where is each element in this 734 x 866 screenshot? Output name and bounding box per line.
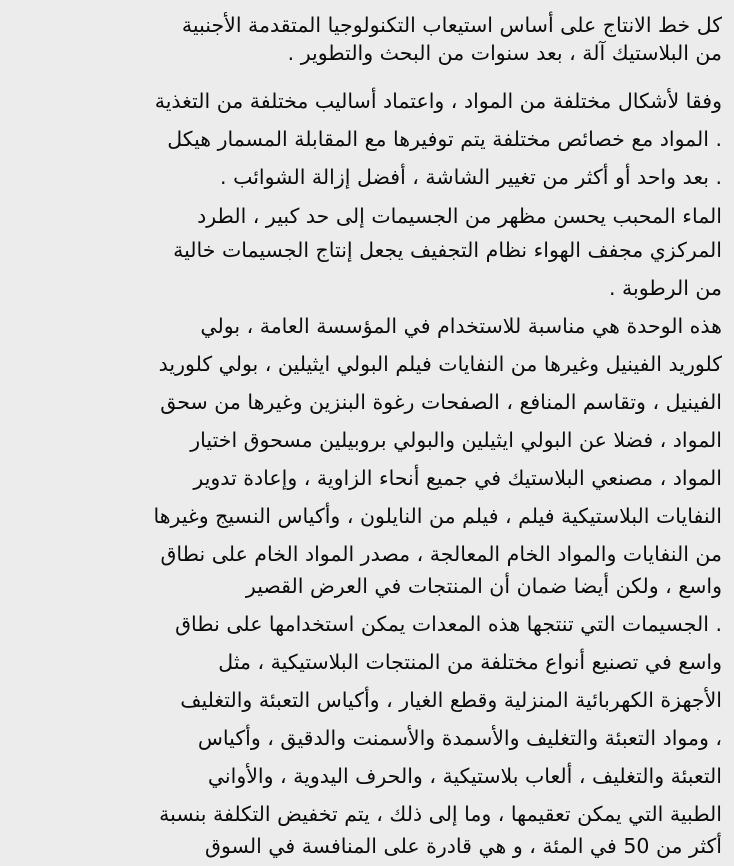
text-line: ، ومواد التعبئة والتغليف والأسمدة والأسمنت والدقيق ، وأكياس	[197, 726, 722, 750]
text-line: الفينيل ، وتقاسم المنافع ، الصفحات رغوة البنزين وغيرها من سحق	[160, 390, 722, 414]
text-line: . بعد واحد أو أكثر من تغيير الشاشة ، أفضل إزالة الشوائب .	[220, 165, 722, 189]
text-line: كلوريد الفينيل وغيرها من النفايات فيلم البولي ايثيلين ، بولي كلوريد	[158, 352, 722, 376]
text-line: المواد ، مصنعي البلاستيك في جميع أنحاء الزاوية ، وإعادة تدوير	[193, 466, 722, 490]
text-line: كل خط الانتاج على أساس استيعاب التكنولوجيا المتقدمة الأجنبية	[181, 13, 722, 37]
text-line: من البلاستيك آلة ، بعد سنوات من البحث والتطوير .	[287, 41, 722, 65]
text-line: الماء المحبب يحسن مظهر من الجسيمات إلى حد كبير ، الطرد	[197, 204, 722, 228]
text-line: المركزي مجفف الهواء نظام التجفيف يجعل إنتاج الجسيمات خالية	[173, 238, 722, 262]
text-line: . الجسيمات التي تنتجها هذه المعدات يمكن استخدامها على نطاق	[175, 612, 722, 636]
text-line: من النفايات والمواد الخام المعالجة ، مصدر المواد الخام على نطاق	[160, 542, 722, 566]
text-line: الطبية التي يمكن تعقيمها ، وما إلى ذلك ، يتم تخفيض التكلفة بنسبة	[159, 802, 722, 826]
text-line: النفايات البلاستيكية فيلم ، فيلم من النايلون ، وأكياس النسيج وغيرها	[153, 504, 722, 528]
text-line: . المواد مع خصائص مختلفة يتم توفيرها مع المقابلة المسمار هيكل	[167, 127, 722, 151]
text-line: وفقا لأشكال مختلفة من المواد ، واعتماد أساليب مختلفة من التغذية	[154, 89, 722, 113]
text-line: أكثر من 50 في المئة ، و هي قادرة على المنافسة في السوق	[205, 834, 722, 858]
text-line: المواد ، فضلا عن البولي ايثيلين والبولي بروبيلين مسحوق اختيار	[190, 428, 722, 452]
text-line: هذه الوحدة هي مناسبة للاستخدام في المؤسسة العامة ، بولي	[200, 314, 722, 338]
text-line: واسع ، ولكن أيضا ضمان أن المنتجات في العرض القصير	[245, 574, 722, 598]
text-line: واسع في تصنيع أنواع مختلفة من المنتجات البلاستيكية ، مثل	[218, 650, 722, 674]
text-line: الأجهزة الكهربائية المنزلية وقطع الغيار ، وأكياس التعبئة والتغليف	[180, 688, 722, 712]
text-line: التعبئة والتغليف ، ألعاب بلاستيكية ، والحرف اليدوية ، والأواني	[207, 764, 722, 788]
text-line: من الرطوبة .	[609, 276, 722, 300]
